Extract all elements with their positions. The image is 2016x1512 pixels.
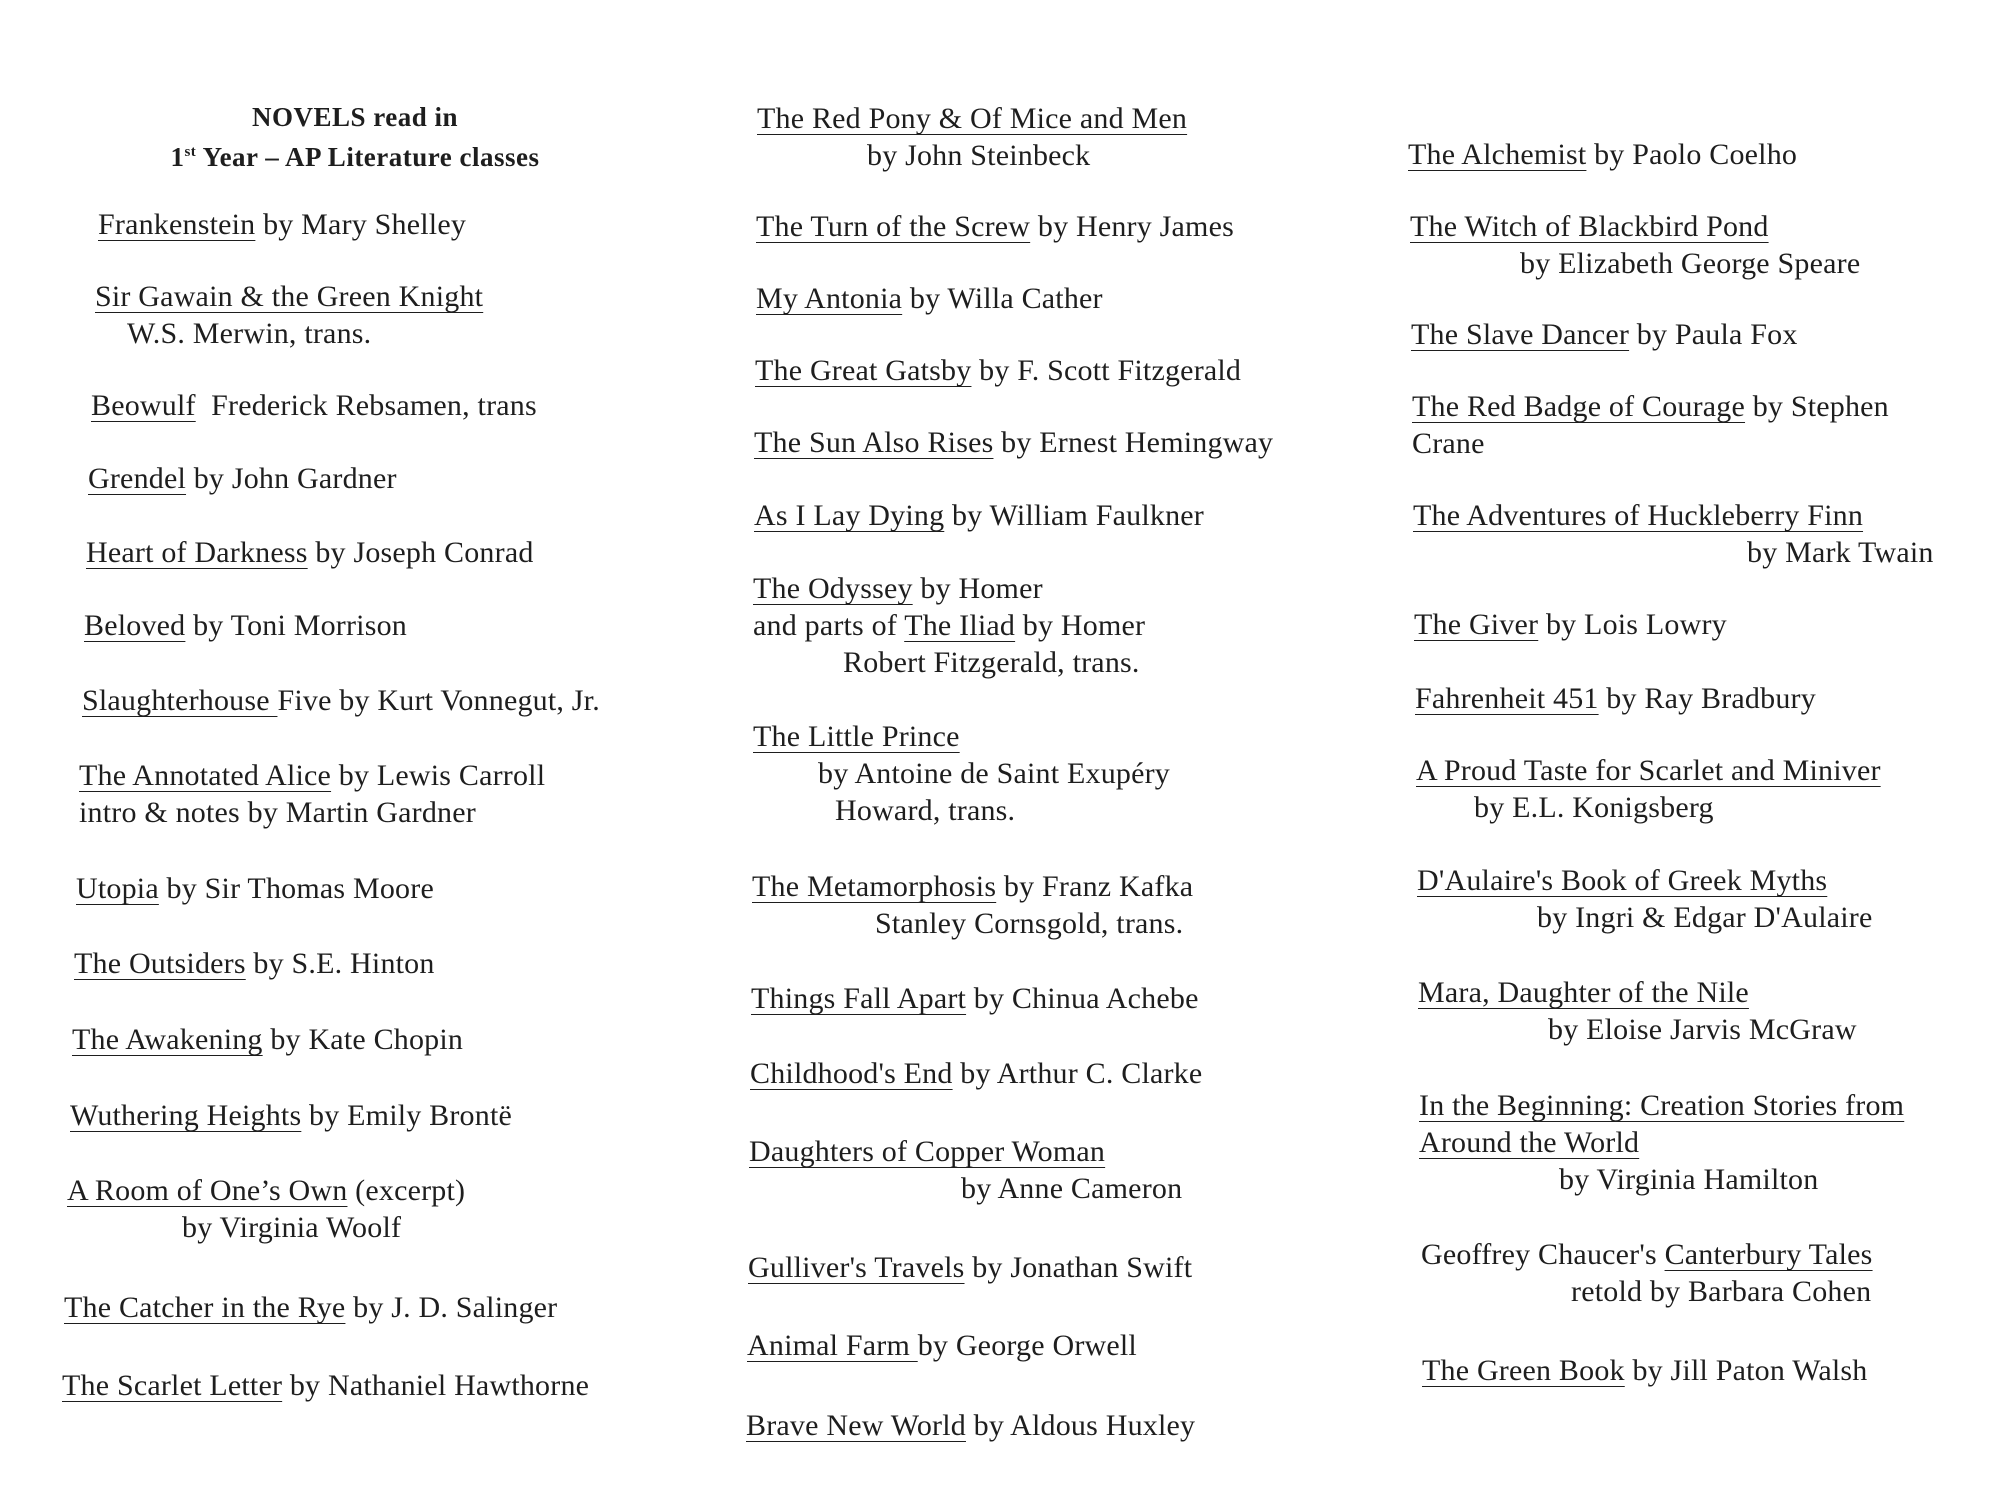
book-title: Beloved	[84, 609, 186, 642]
book-title: A Room of One’s Own	[67, 1174, 348, 1207]
list-item: Frankenstein by Mary Shelley	[98, 208, 467, 241]
list-item: Heart of Darkness by Joseph Conrad	[86, 536, 534, 569]
book-title: The Red Pony & Of Mice and Men	[757, 102, 1188, 135]
book-title: Daughters of Copper Woman	[749, 1135, 1106, 1168]
list-item: As I Lay Dying by William Faulkner	[754, 499, 1204, 532]
book-title: Brave New World	[746, 1409, 966, 1442]
list-item: The Slave Dancer by Paula Fox	[1411, 318, 1798, 351]
list-item: Childhood's End by Arthur C. Clarke	[750, 1057, 1203, 1090]
book-title: Childhood's End	[750, 1057, 953, 1090]
book-title: The Great Gatsby	[755, 354, 972, 387]
list-item: The Witch of Blackbird Pond by Elizabeth George Speare	[1410, 210, 1861, 280]
list-item: The Annotated Alice by Lewis Carroll intro & notes by Martin Gardner	[79, 759, 546, 829]
book-title: As I Lay Dying	[754, 499, 945, 532]
book-title: Fahrenheit 451	[1415, 682, 1599, 715]
book-title: The Red Badge of Courage	[1412, 390, 1746, 423]
book-title: Mara, Daughter of the Nile	[1418, 976, 1749, 1009]
list-item: Beloved by Toni Morrison	[84, 609, 407, 642]
book-title: Frankenstein	[98, 208, 256, 241]
list-item: Sir Gawain & the Green Knight W.S. Merwin, trans.	[95, 280, 484, 350]
book-title: Slaughterhouse	[82, 684, 278, 717]
book-title: The Outsiders	[74, 947, 246, 980]
list-item: The Red Badge of Courage by Stephen Crane	[1412, 390, 1889, 460]
book-title: The Slave Dancer	[1411, 318, 1630, 351]
list-item: Gulliver's Travels by Jonathan Swift	[748, 1251, 1193, 1284]
list-item: The Great Gatsby by F. Scott Fitzgerald	[755, 354, 1242, 387]
list-item: In the Beginning: Creation Stories from Around the World by Virginia Hamilton	[1419, 1089, 1905, 1196]
list-item: Grendel by John Gardner	[88, 462, 397, 495]
list-item: Geoffrey Chaucer's Canterbury Tales retold by Barbara Cohen	[1421, 1238, 1873, 1308]
book-title: The Annotated Alice	[79, 759, 332, 792]
book-title: The Turn of the Screw	[756, 210, 1031, 243]
book-title: The Giver	[1414, 608, 1539, 641]
book-title: My Antonia	[756, 282, 903, 315]
list-item: The Catcher in the Rye by J. D. Salinger	[64, 1291, 558, 1324]
list-item: Beowulf Frederick Rebsamen, trans	[91, 389, 537, 422]
book-title: The Adventures of Huckleberry Finn	[1413, 499, 1864, 532]
book-title: The Catcher in the Rye	[64, 1291, 346, 1324]
book-title: Grendel	[88, 462, 187, 495]
list-item: The Scarlet Letter by Nathaniel Hawthorne	[62, 1369, 590, 1402]
book-title: A Proud Taste for Scarlet and Miniver	[1416, 754, 1881, 787]
list-item: The Sun Also Rises by Ernest Hemingway	[754, 426, 1274, 459]
list-item: Utopia by Sir Thomas Moore	[76, 872, 434, 905]
book-title: Beowulf	[91, 389, 196, 422]
book-title: The Iliad	[904, 609, 1016, 642]
page-heading	[75, 100, 635, 175]
list-item: A Proud Taste for Scarlet and Miniver by E.L. Konigsberg	[1416, 754, 1881, 824]
book-title: The Alchemist	[1408, 138, 1587, 171]
list-item: The Outsiders by S.E. Hinton	[74, 947, 435, 980]
list-item: The Metamorphosis by Franz Kafka Stanley Cornsgold, trans.	[752, 870, 1194, 940]
list-item: A Room of One’s Own (excerpt) by Virginia Woolf	[67, 1174, 466, 1244]
list-item: The Green Book by Jill Paton Walsh	[1422, 1354, 1868, 1387]
list-item: Fahrenheit 451 by Ray Bradbury	[1415, 682, 1816, 715]
book-title: The Scarlet Letter	[62, 1369, 283, 1402]
book-title: The Witch of Blackbird Pond	[1410, 210, 1769, 243]
book-title: Utopia	[76, 872, 159, 905]
list-item: The Turn of the Screw by Henry James	[756, 210, 1234, 243]
list-item: D'Aulaire's Book of Greek Myths by Ingri & Edgar D'Aulaire	[1417, 864, 1873, 934]
book-title: Heart of Darkness	[86, 536, 308, 569]
book-title: The Green Book	[1422, 1354, 1625, 1387]
heading-line-2: 1st Year – AP Literature classes	[170, 142, 540, 172]
book-title: Wuthering Heights	[70, 1099, 302, 1132]
book-title: Things Fall Apart	[751, 982, 967, 1015]
list-item: Brave New World by Aldous Huxley	[746, 1409, 1196, 1442]
book-title: Sir Gawain & the Green Knight	[95, 280, 484, 313]
list-item: Mara, Daughter of the Nile by Eloise Jarvis McGraw	[1418, 976, 1857, 1046]
list-item: Daughters of Copper Woman by Anne Cameron	[749, 1135, 1183, 1205]
book-title: The Metamorphosis	[752, 870, 997, 903]
list-item: The Giver by Lois Lowry	[1414, 608, 1727, 641]
book-title: Around the World	[1419, 1126, 1640, 1159]
book-title: The Little Prince	[753, 720, 960, 753]
book-title: Canterbury Tales	[1664, 1238, 1873, 1271]
book-title: The Odyssey	[753, 572, 913, 605]
list-item: Things Fall Apart by Chinua Achebe	[751, 982, 1199, 1015]
list-item: The Little Prince by Antoine de Saint Exupéry Howard, trans.	[753, 720, 1171, 827]
book-title: Animal Farm	[747, 1329, 918, 1362]
book-title: The Sun Also Rises	[754, 426, 994, 459]
heading-line-1: NOVELS read in	[251, 102, 459, 132]
book-title: D'Aulaire's Book of Greek Myths	[1417, 864, 1828, 897]
list-item: The Odyssey by Homer and parts of The Iliad by Homer Robert Fitzgerald, trans.	[753, 572, 1146, 679]
list-item: Animal Farm by George Orwell	[747, 1329, 1137, 1362]
list-item: The Alchemist by Paolo Coelho	[1408, 138, 1798, 171]
list-item: Wuthering Heights by Emily Brontë	[70, 1099, 513, 1132]
list-item: The Adventures of Huckleberry Finn by Mark Twain	[1413, 499, 1934, 569]
list-item: The Red Pony & Of Mice and Men by John Steinbeck	[757, 102, 1188, 172]
book-title: In the Beginning: Creation Stories from	[1419, 1089, 1905, 1122]
book-title: The Awakening	[72, 1023, 263, 1056]
book-title: Gulliver's Travels	[748, 1251, 965, 1284]
list-item: My Antonia by Willa Cather	[756, 282, 1103, 315]
list-item: Slaughterhouse Five by Kurt Vonnegut, Jr.	[82, 684, 600, 717]
list-item: The Awakening by Kate Chopin	[72, 1023, 464, 1056]
